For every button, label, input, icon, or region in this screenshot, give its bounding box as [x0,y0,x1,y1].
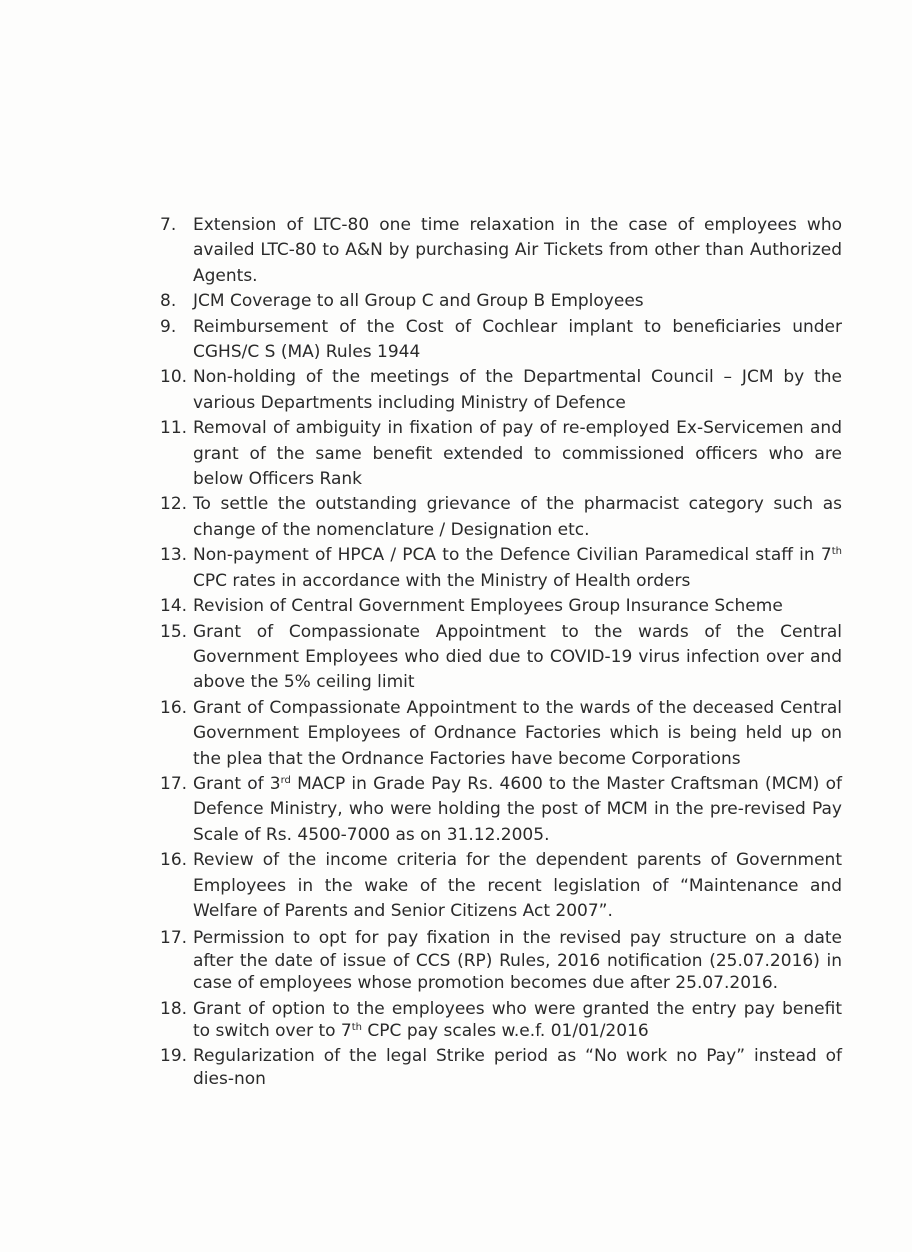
ordinal-superscript: rd [280,774,291,786]
item-text: Grant of Compassionate Appointment to the wards of the deceased Central Government Employees of Ordnance Factories which is being held up on the plea that the Ordnance Factories have become Corporations [193,697,842,769]
item-number: 18. [160,998,188,1019]
item-number: 19. [160,1046,188,1067]
list-item [160,289,842,314]
list-item [160,927,842,994]
item-text: To settle the outstanding grievance of the pharmacist category such as change of the nomenclature / Designation etc. [193,494,842,540]
item-text-part: MACP in Grade Pay Rs. 4600 to the Master Craftsman (MCM) of Defence Ministry, who were holding the post of MCM in the pre-revised Pay Scale of Rs. 4500-7000 as on 31.12.2005. [193,773,843,845]
list-item [160,365,842,416]
list-item [160,416,842,492]
item-number: 15. [160,621,188,642]
item-text: Non-holding of the meetings of the Departmental Council – JCM by the various Departments including Ministry of Defence [193,367,842,413]
item-number: 16. [160,697,188,718]
item-text-part: Non-payment of HPCA / PCA to the Defence Civilian Paramedical staff in 7 [193,545,832,566]
item-text: Revision of Central Government Employees Group Insurance Scheme [193,596,783,617]
list-item [160,772,842,848]
item-number: 8. [160,291,177,312]
item-number: 16. [160,850,188,871]
list-item [160,848,842,924]
item-text: JCM Coverage to all Group C and Group B Employees [193,291,644,312]
item-text-part: CPC rates in accordance with the Ministry of Health orders [193,570,691,591]
list-item [160,696,842,772]
agenda-list [160,213,842,1090]
list-item [160,543,842,594]
item-number: 7. [160,215,177,235]
list-item [160,213,842,289]
item-number: 10. [160,367,188,388]
list-item [160,1045,842,1090]
item-text: Review of the income criteria for the dependent parents of Government Employees in the wake of the recent legislation of “Maintenance and Welfare of Parents and Senior Citizens Act 2007”. [193,850,842,921]
item-text: Removal of ambiguity in fixation of pay of re-employed Ex-Servicemen and grant of the same benefit extended to commissioned officers who are below Officers Rank [193,418,842,490]
item-text [193,545,842,590]
item-number: 9. [160,316,177,337]
item-text-part: Grant of option to the employees who were granted the entry pay benefit to switch over to 7 [193,998,842,1041]
list-item [160,492,842,543]
item-number: 13. [160,545,188,566]
item-text [193,999,842,1041]
item-number: 12. [160,494,188,515]
list-item [160,594,842,619]
ordinal-superscript: th [831,546,842,558]
list-item [160,315,842,366]
ordinal-superscript: th [351,1022,363,1033]
item-text: Regularization of the legal Strike period as “No work no Pay” instead of dies-non [193,1046,842,1089]
item-number: 17. [160,928,188,949]
item-text [193,774,842,845]
item-text-part: CPC pay scales w.e.f. 01/01/2016 [362,1021,649,1041]
list-item [160,998,842,1043]
item-text: Permission to opt for pay fixation in the revised pay structure on a date after the date of issue of CCS (RP) Rules, 2016 notification (25.07.2016) in case of employees whose promotion becomes due after 25.07.2016. [193,928,842,994]
item-text: Reimbursement of the Cost of Cochlear implant to beneficiaries under CGHS/C S (MA) Rules 1944 [193,316,842,363]
item-number: 11. [160,418,188,439]
list-item [160,620,842,696]
item-number: 17. [160,773,188,794]
item-text-part: Grant of 3 [193,773,281,794]
item-number: 14. [160,596,188,617]
item-text: Extension of LTC-80 one time relaxation in the case of employees who availed LTC-80 to A&N by purchasing Air Tickets from other than Authorized Agents. [193,215,842,286]
item-text: Grant of Compassionate Appointment to the wards of the Central Government Employees who died due to COVID-19 virus infection over and above the 5% ceiling limit [193,621,842,693]
